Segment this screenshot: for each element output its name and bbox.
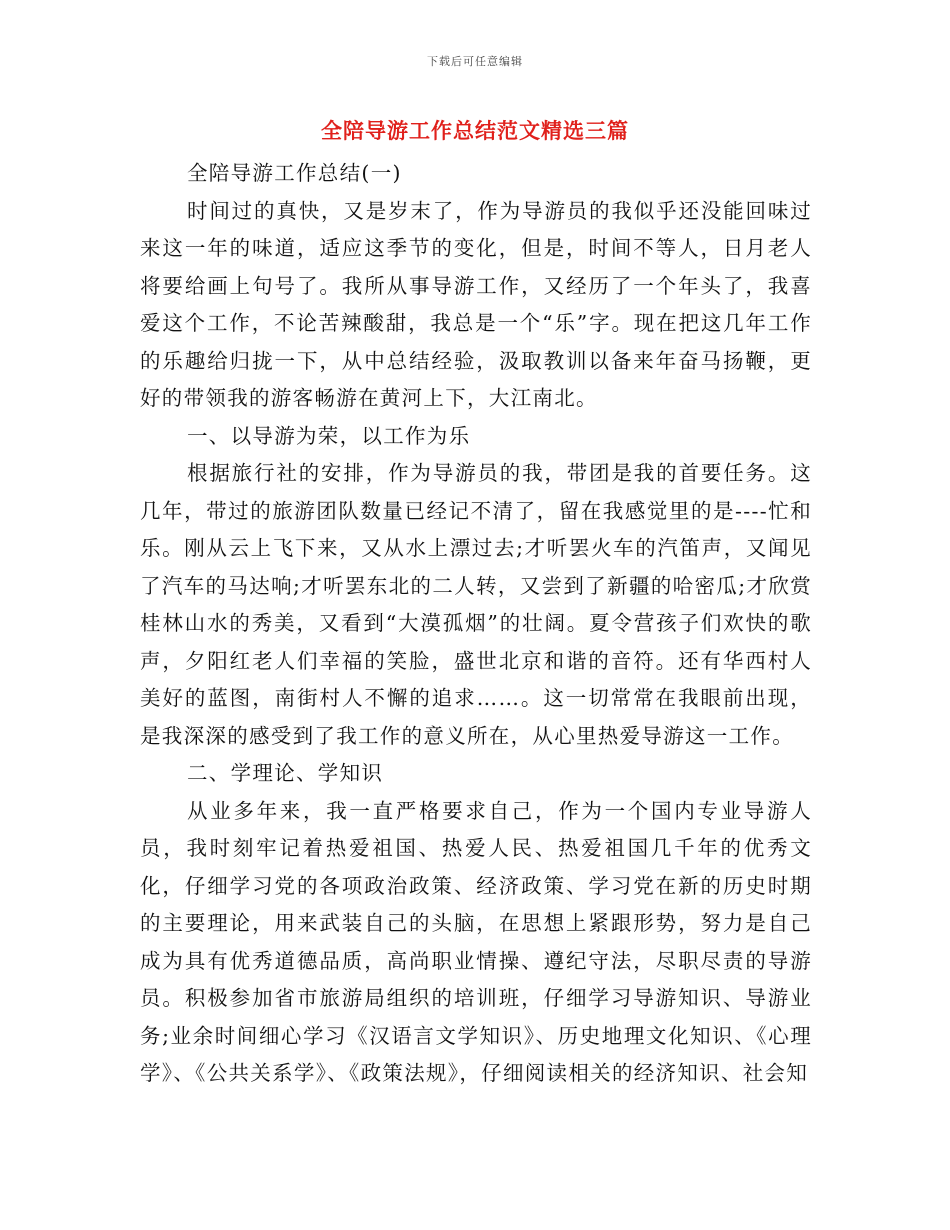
body-paragraph: 时间过的真快，又是岁末了，作为导游员的我似乎还没能回味过来这一年的味道，适应这季节的变化，但是，时间不等人，日月老人将要给画上句号了。我所从事导游工作，又经历了一个年头了，我喜爱这个工作，不论苦辣酸甜，我总是一个“乐”字。现在把这几年工作的乐趣给归拢一下，从中总结经验，汲取教训以备来年奋马扬鞭，更好的带领我的游客畅游在黄河上下，大江南北。 bbox=[140, 198, 812, 410]
header-note: 下载后可任意编辑 bbox=[427, 55, 523, 68]
section-heading: 全陪导游工作总结(一) bbox=[187, 161, 402, 185]
document-title: 全陪导游工作总结范文精选三篇 bbox=[321, 119, 629, 143]
section-heading: 二、学理论、学知识 bbox=[187, 761, 384, 785]
section-heading: 一、以导游为荣，以工作为乐 bbox=[187, 423, 471, 448]
document-body bbox=[140, 155, 812, 1093]
body-paragraph: 从业多年来，我一直严格要求自己，作为一个国内专业导游人员，我时刻牢记着热爱祖国、热爱人民、热爱祖国几千年的优秀文化，仔细学习党的各项政治政策、经济政策、学习党在新的历史时期的主要理论，用来武装自己的头脑，在思想上紧跟形势，努力是自己成为具有优秀道德品质，高尚职业情操、遵纪守法，尽职尽责的导游员。积极参加省市旅游局组织的培训班，仔细学习导游知识、导游业务;业余时间细心学习《汉语言文学知识》、历史地理文化知识、《心理学》、《公共关系学》、《政策法规》，仔细阅读相关的经济知识、社会知 bbox=[140, 798, 812, 1085]
body-paragraph: 根据旅行社的安排，作为导游员的我，带团是我的首要任务。这几年，带过的旅游团队数量已经记不清了，留在我感觉里的是----忙和乐。刚从云上飞下来，又从水上漂过去;才听罢火车的汽笛声，又闻见了汽车的马达响;才听罢东北的二人转，又尝到了新疆的哈密瓜;才欣赏桂林山水的秀美，又看到“大漠孤烟”的壮阔。夏令营孩子们欢快的歌声，夕阳红老人们幸福的笑脸，盛世北京和谐的音符。还有华西村人美好的蓝图，南街村人不懈的追求……。这一切常常在我眼前出现，是我深深的感受到了我工作的意义所在，从心里热爱导游这一工作。 bbox=[140, 461, 812, 748]
